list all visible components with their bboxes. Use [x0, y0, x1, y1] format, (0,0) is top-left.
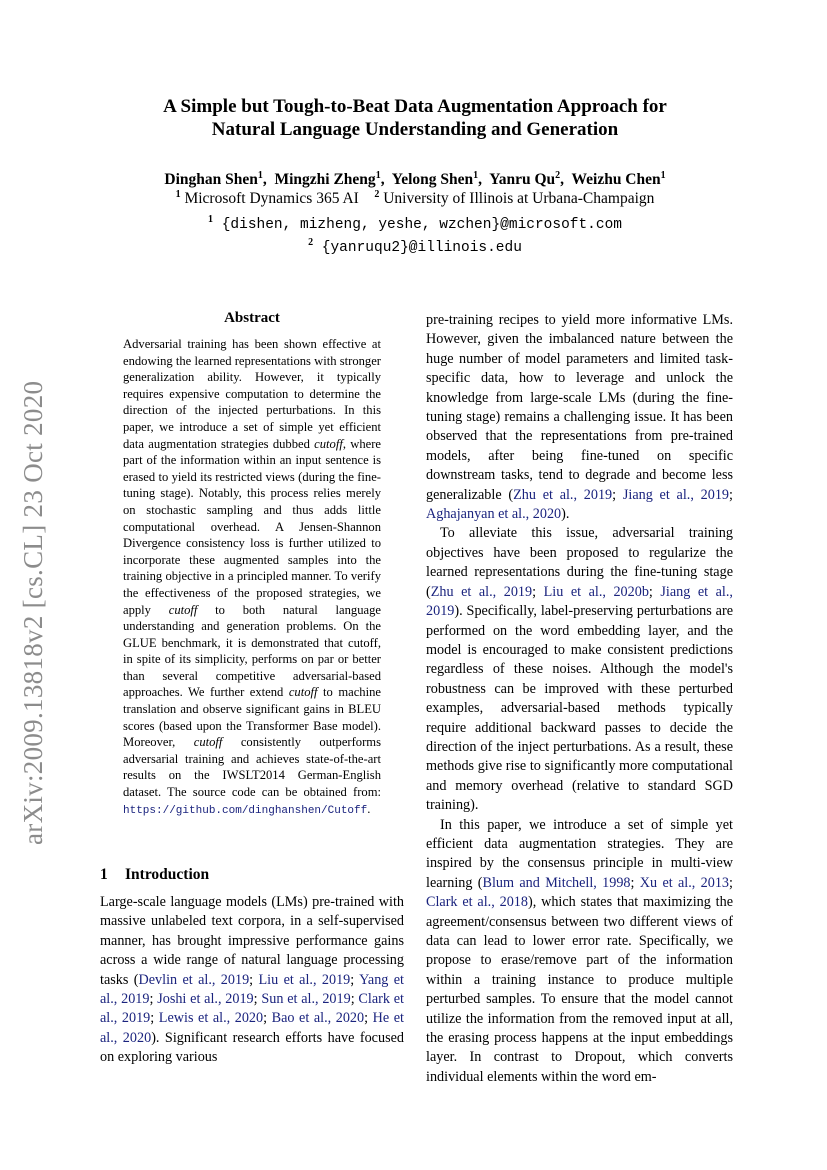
affil-mark: 2 [374, 189, 380, 200]
citation-link[interactable]: Bao et al., 2020 [271, 1010, 365, 1027]
abstract-term: cutoff [288, 685, 318, 700]
body-text: ). Specifically, label-preserving perturbations are performed on the word embedding layer, and the model is encouraged to make consistent predictions regardless of these noises. Although the model's robustness can be improved with these perturbed examples, adversarial-based methods typically require additional backward passes to decide the direction of the inject perturbations. As a result, these methods give rise to significantly more computational and memory overhead (relative to standard SGD training). [426, 603, 733, 814]
title-line-1: A Simple but Tough-to-Beat Data Augmentation Approach for [163, 96, 667, 117]
citation-link[interactable]: Jiang et al., 2019 [622, 486, 730, 503]
abstract-text: to both natural language understanding and generation problems. On the GLUE benchmark, it is demonstrated that cutoff, in spite of its simplicity, performs on par or better than several competitive adversarial-based approaches. We further extend [123, 602, 381, 700]
abstract-text: . [367, 801, 371, 816]
email-line-2 [60, 237, 770, 256]
affiliation-name: University of Illinois at Urbana-Champaign [383, 190, 655, 208]
email-mark: 1 [208, 214, 214, 225]
citation-link[interactable]: Liu et al., 2020b [543, 583, 649, 600]
abstract-text: consistently outperforms adversarial training and achieves state-of-the-art results on the IWSLT2014 German-English dataset. The source code can be obtained from: [123, 735, 381, 800]
section-title: Introduction [125, 866, 210, 883]
citation-link[interactable]: Devlin et al., 2019 [138, 971, 250, 988]
right-paragraph-3: In this paper, we introduce a set of simple yet efficient data augmentation strategies. They are inspired by the consensus principle in multi-view learning (Blum and Mitchell, 1998; Xu et al., 2013; Clark et al., 2018), which states that maximizing the agreement/consensus between two different views of data can lead to lower error rate. Specifically, we propose to erase/remove part of the information within a training instance to produce multiple perturbed samples. To ensure that the model cannot utilize the information from the removed input at all, the erasing process happens at the input embeddings layer. In contrast to Dropout, which converts individual elements within the word em- [426, 816, 734, 1085]
citation-link[interactable]: Sun et al., 2019 [261, 991, 351, 1008]
citation-link[interactable]: Jiang et al., 2019 [426, 583, 733, 620]
citation-link[interactable]: Zhu et al., 2019 [430, 583, 533, 600]
citation-link[interactable]: Yang et al., 2019 [100, 971, 404, 1008]
abstract-term: cutoff [168, 602, 198, 617]
abstract-term: cutoff [193, 735, 223, 750]
affil-mark: 1 [175, 189, 181, 200]
author-name: Yanru Qu [489, 171, 556, 189]
affiliations [60, 189, 770, 208]
paper-title [100, 95, 730, 141]
citation-link[interactable]: Clark et al., 2019 [100, 991, 404, 1027]
body-text: ). Significant research efforts have focused on exploring various [100, 1029, 404, 1066]
arxiv-stamp: arXiv:2009.13818v2 [cs.CL] 23 Oct 2020 [18, 380, 48, 845]
citation-link[interactable]: Liu et al., 2019 [258, 971, 351, 988]
right-paragraph-2: To alleviate this issue, adversarial training objectives have been proposed to regularize the learned representations during the fine-tuning stage (Zhu et al., 2019; Liu et al., 2020b; Jiang et al., 2019). Specifically, label-preserving perturbations are performed on the word embedding layer, and the model is encouraged to make consistent predictions regardless of these noises. Although the model's robustness can be improved with these perturbed examples, adversarial-based methods typically require additional backward passes to decide the direction of the inject perturbations. As a result, these methods give rise to significantly more computational and memory overhead (relative to standard SGD training). [426, 525, 733, 814]
source-code-link[interactable]: https://github.com/dinghanshen/Cutoff [123, 804, 368, 817]
body-text: In this paper, we introduce a set of simple yet efficient data augmentation strategies. They are inspired by the consensus principle in multi-view learning ( [426, 816, 733, 891]
author-list: Dinghan Shen$^1$, Mingzhi Zheng$^1$, Yelong Shen$^1$, Yanru Qu$^2$, Weizhu Chen$^1$ [164, 170, 666, 189]
author-affil-mark: 1 [257, 170, 263, 181]
body-text: pre-training recipes to yield more informative LMs. However, given the imbalanced nature between the huge number of model parameters and limited task-specific data, how to leverage and unlock the knowledge from large-scale LMs (during the fine-tuning stage) remains a challenging issue. It has been observed that the representations from pre-trained models, after being fine-tuned on specific downstream tasks, tend to degrade and become less generalizable ( [426, 312, 733, 503]
citation-link[interactable]: He et al., 2020 [100, 1010, 404, 1046]
right-column [426, 311, 733, 1087]
abstract-body [123, 336, 381, 819]
email-text: {yanruqu2}@illinois.edu [321, 239, 522, 256]
body-text: Large-scale language models (LMs) pre-trained with massive unlabeled text corpora, in a self-supervised manner, has brought impressive performance gains across a wide range of natural language processing tasks ( [100, 894, 404, 988]
citation-link[interactable]: Xu et al., 2013 [639, 874, 730, 891]
body-text: ), which states that maximizing the agreement/consensus between two different views of data can lead to lower error rate. Specifically, we propose to erase/remove part of the information within a training instance to produce multiple perturbed samples. To ensure that the model cannot utilize the information from the removed input at all, the erasing process happens at the input embeddings layer. In contrast to Dropout, which converts individual elements within the word em- [426, 894, 734, 1085]
author-name: Weizhu Chen [571, 171, 661, 189]
author-affil-mark: 1 [473, 170, 479, 181]
intro-paragraph: Large-scale language models (LMs) pre-trained with massive unlabeled text corpora, in a self-supervised manner, has brought impressive performance gains across a wide range of natural language processing tasks (Devlin et al., 2019; Liu et al., 2019; Yang et al., 2019; Joshi et al., 2019; Sun et al., 2019; Clark et al., 2019; Lewis et al., 2020; Bao et al., 2020; He et al., 2020). Significant research efforts have focused on exploring various [100, 894, 404, 1066]
email-mark: 2 [308, 237, 314, 248]
author-name: Yelong Shen [391, 171, 474, 189]
abstract-text: , where part of the information within an input sentence is erased to yield its restricted views (during the fine-tuning stage). Notably, this process relies merely on stochastic sampling and thus adds little computational overhead. A Jensen-Shannon Divergence consistency loss is further utilized to incorporate these augmented samples into the training objective in a principled manner. To verify the effectiveness of the proposed strategies, we apply [123, 436, 382, 617]
abstract-text: Adversarial training has been shown effective at endowing the learned representations with stronger generalization ability. However, it typically requires expensive computation to determine the direction of the injected perturbations. In this paper, we introduce a set of simple yet efficient data augmentation strategies dubbed [123, 337, 381, 451]
section-number: 1 [100, 866, 108, 883]
affiliation-name: Microsoft Dynamics 365 AI [184, 190, 359, 208]
email-line-1 [60, 214, 770, 233]
email-text: {dishen, mizheng, yeshe, wzchen}@microsoft.com [221, 216, 622, 233]
citation-link[interactable]: Clark et al., 2018 [426, 894, 528, 911]
abstract-text: to machine translation and observe significant gains in BLEU scores (based upon the Transformer Base model). Moreover, [123, 685, 381, 750]
author-affil-mark: 2 [555, 170, 561, 181]
abstract-heading: Abstract [224, 310, 280, 326]
author-affil-mark: 1 [660, 170, 666, 181]
author-affil-mark: 1 [375, 170, 381, 181]
abstract-term: cutoff [314, 436, 343, 451]
body-text: ). [561, 506, 570, 523]
author-name: Mingzhi Zheng [274, 171, 376, 189]
title-line-2: Natural Language Understanding and Generation [211, 119, 619, 140]
citation-link[interactable]: Aghajanyan et al., 2020 [426, 506, 562, 523]
right-paragraph-1: pre-training recipes to yield more informative LMs. However, given the imbalanced nature between the huge number of model parameters and limited task-specific data, how to leverage and unlock the knowledge from large-scale LMs (during the fine-tuning stage) remains a challenging issue. It has been observed that the representations from pre-trained models, after being fine-tuned on specific downstream tasks, tend to degrade and become less generalizable (Zhu et al., 2019; Jiang et al., 2019; Aghajanyan et al., 2020). [426, 312, 733, 523]
citation-link[interactable]: Joshi et al., 2019 [157, 991, 254, 1008]
section-heading [100, 866, 209, 884]
citation-link[interactable]: Blum and Mitchell, 1998 [482, 874, 631, 891]
body-text: To alleviate this issue, adversarial training objectives have been proposed to regularize the learned representations during the fine-tuning stage ( [426, 525, 733, 600]
author-name: Dinghan Shen [164, 171, 258, 189]
citation-link[interactable]: Lewis et al., 2020 [158, 1010, 264, 1027]
citation-link[interactable]: Zhu et al., 2019 [513, 486, 613, 503]
